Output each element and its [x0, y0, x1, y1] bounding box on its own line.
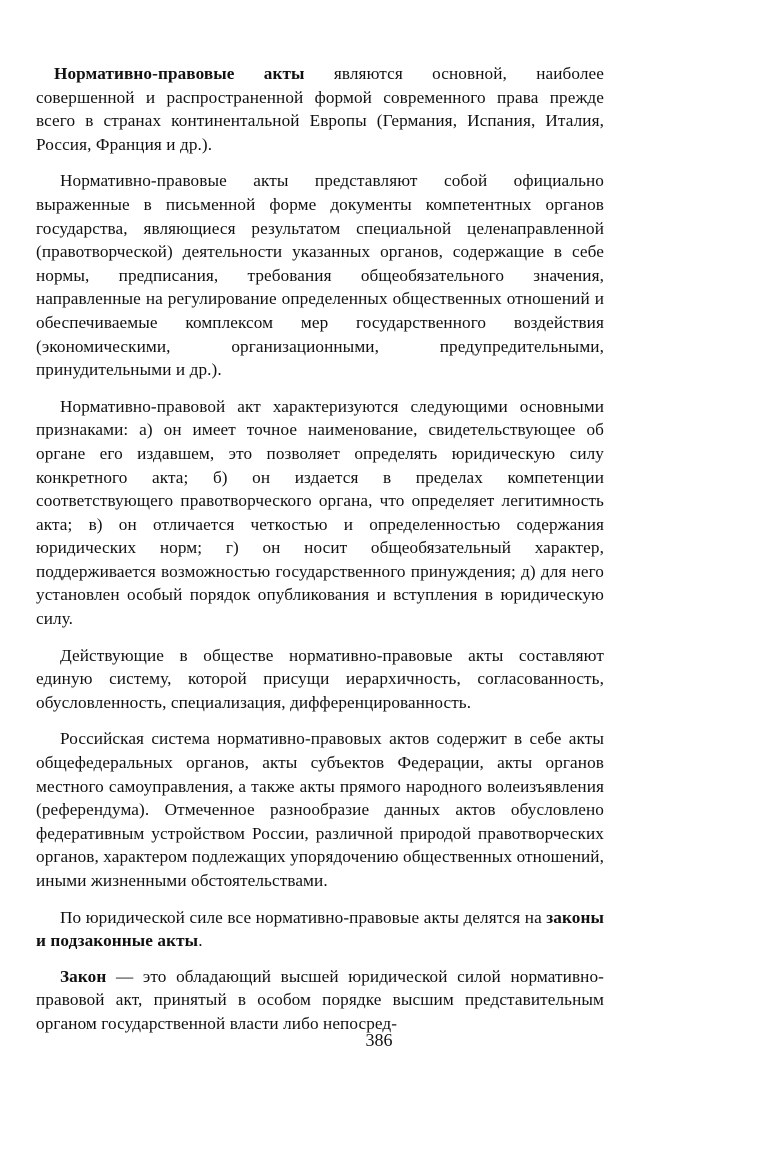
paragraph-6-text-before: По юридической силе все нормативно-правовые акты делятся на — [60, 907, 547, 927]
paragraph-7 — [36, 965, 604, 1036]
paragraph-1 — [36, 62, 604, 156]
paragraph-6 — [36, 906, 604, 953]
paragraph-4-text: Действующие в обществе нормативно-правовые акты составляют единую систему, которой присущи иерархичность, согласованность, обусловленность, специализация, дифференцированность. — [36, 645, 604, 712]
bold-term-law: Закон — [60, 966, 107, 986]
paragraph-6-text-after: . — [198, 931, 203, 951]
paragraph-1-text: являются основной, наиболее совершенной и распространенной формой современного права прежде всего в странах континентальной Европы (Германия, Испания, Италия, Россия, Франция и др.). — [36, 64, 605, 154]
paragraph-7-text: — это обладающий высшей юридической силой нормативно-правовой акт, принятый в особом порядке высшим представительным органом государственной власти либо непосред- — [36, 966, 604, 1033]
paragraph-3 — [36, 395, 604, 631]
paragraph-2 — [36, 169, 604, 381]
bold-term-normative-acts: Нормативно-правовые акты — [54, 64, 305, 83]
document-page — [36, 62, 604, 1049]
bold-term-laws-and-bylaws: законы и подзаконные акты — [36, 907, 604, 951]
paragraph-4 — [36, 644, 604, 715]
paragraph-3-text: Нормативно-правовой акт характеризуются следующими основными признаками: а) он имеет точное наименование, свидетельствующее об органе его издавшем, это позволяет определять юридическую силу конкретного акта; б) он издается в пределах компетенции соответствующего правотворческого органа, что определяет легитимность акта; в) он отличается четкостью и определенностью содержания юридических норм; г) он носит общеобязательный характер, поддерживается возможностью государственного принуждения; д) для него установлен особый порядок опубликования и вступления в юридическую силу. — [36, 396, 604, 629]
paragraph-5 — [36, 727, 604, 892]
page-number: 386 — [365, 1030, 393, 1050]
paragraph-2-text: Нормативно-правовые акты представляют собой официально выраженные в письменной форме документы компетентных органов государства, являющиеся результатом специальной целенаправленной (правотворческой) деятельности указанных органов, содержащие в себе нормы, предписания, требования общеобязательного значения, направленные на регулирование определенных общественных отношений и обеспечиваемые комплексом мер государственного воздействия (экономическими, организационными, предупредительными, принудительными и др.). — [36, 171, 604, 380]
paragraph-5-text: Российская система нормативно-правовых актов содержит в себе акты общефедеральных органов, акты субъектов Федерации, акты органов местного самоуправления, а также акты прямого народного волеизъявления (референдума). Отмеченное разнообразие данных актов обусловлено федеративным устройством России, различной природой правотворческих органов, характером подлежащих упорядочению общественных отношений, иными жизненными обстоятельствами. — [36, 729, 604, 890]
